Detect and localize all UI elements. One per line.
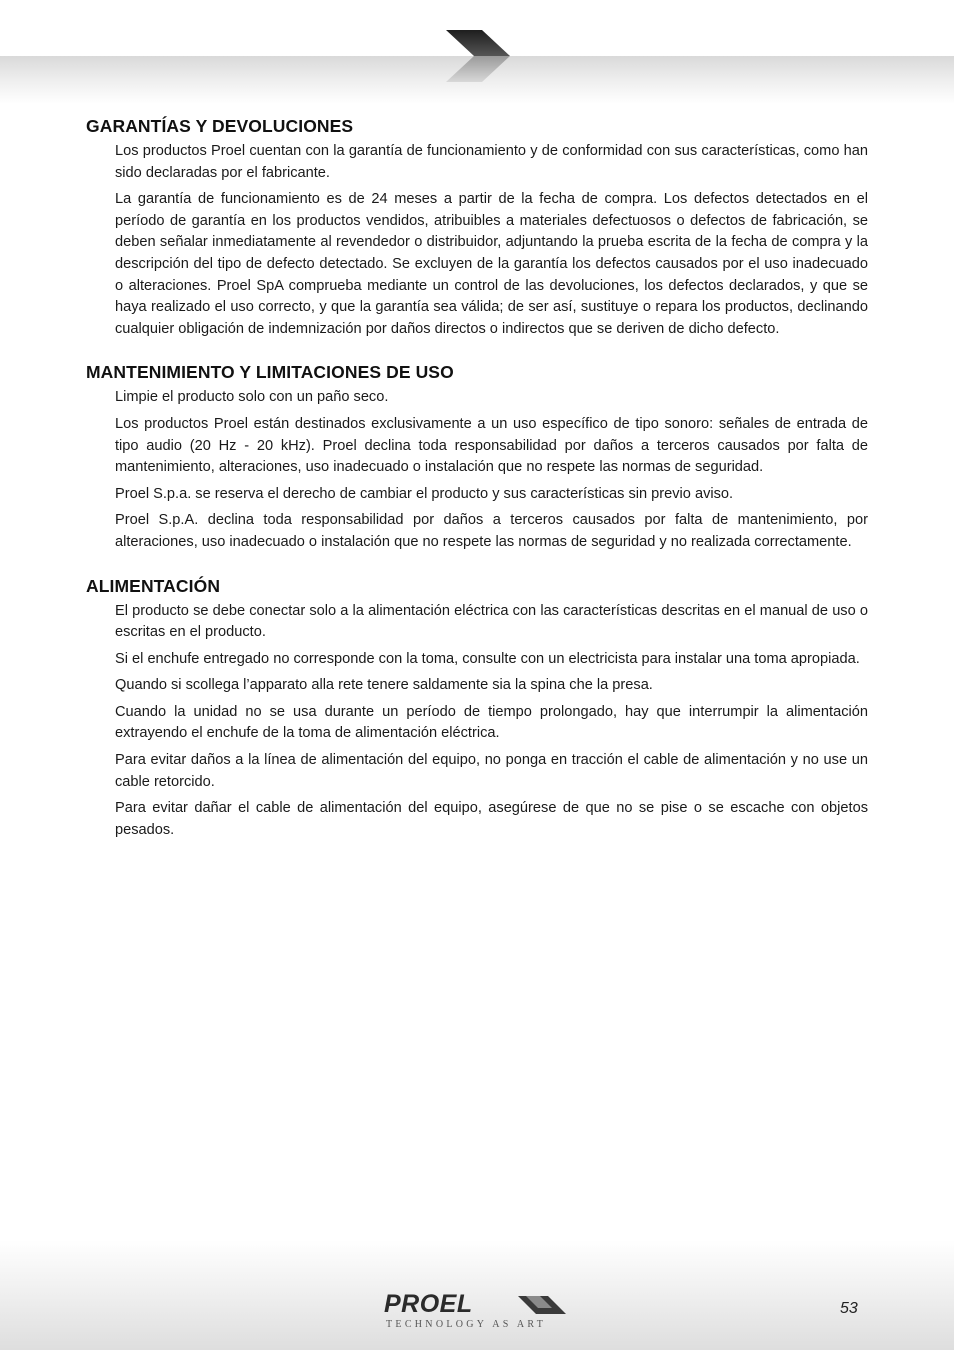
section-heading: MANTENIMIENTO Y LIMITACIONES DE USO	[86, 362, 454, 383]
paragraph: Cuando la unidad no se usa durante un período de tiempo prolongado, hay que interrumpir la alimentación extrayendo el enchufe de la toma de alimentación eléctrica.	[115, 703, 868, 742]
paragraph: Los productos Proel están destinados exclusivamente a un uso específico de tipo sonoro: señales de entrada de tipo audio (20 Hz - 20 kHz). Proel declina toda responsabilidad por daños a terceros causados por falta de mantenimiento, alteraciones, uso inadecuado o instalación que no respete las normas de seguridad.	[115, 415, 868, 476]
paragraph: El producto se debe conectar solo a la alimentación eléctrica con las características descritas en el manual de uso o escritas en el producto.	[115, 602, 868, 641]
paragraph: Si el enchufe entregado no corresponde con la toma, consulte con un electricista para instalar una toma apropiada.	[115, 650, 860, 667]
proel-arrow-icon	[518, 1296, 566, 1314]
section-heading: ALIMENTACIÓN	[86, 575, 221, 596]
section-mantenimiento	[86, 362, 868, 553]
paragraph: Proel S.p.a. se reserva el derecho de cambiar el producto y sus características sin previo aviso.	[115, 485, 734, 502]
section-heading: GARANTÍAS Y DEVOLUCIONES	[86, 116, 354, 136]
paragraph: Para evitar dañar el cable de alimentación del equipo, asegúrese de que no se pise o se escache con objetos pesados.	[115, 800, 868, 838]
section-alimentacion	[86, 576, 868, 842]
paragraph: La garantía de funcionamiento es de 24 meses a partir de la fecha de compra. Los defectos detectados en el período de garantía en los productos vendidos, atribuibles a materiales defectuosos o defectos de fabricación, se deben señalar inmediatamente al revendedor o distribuidor, adjuntando la prueba escrita de la fecha de compra y la descripción del tipo de defecto detectado. Se excluyen de la garantía los defectos causados por el uso inadecuado o alteraciones. Proel SpA comprueba mediante un control de las devoluciones, los defectos declarados, y que se haya realizado el uso correcto, y que la garantía sea válida; de ser así, sustituye o repara los productos, declinando cualquier obligación de indemnización por daños directos o indirectos que se deriven de dicho defecto.	[115, 191, 868, 337]
paragraph: Quando si scollega l’apparato alla rete tenere saldamente sia la spina che la presa.	[115, 677, 653, 694]
paragraph: Los productos Proel cuentan con la garantía de funcionamiento y de conformidad con sus características, como han sido declaradas por el fabricante.	[115, 143, 868, 181]
section-garantias	[86, 116, 868, 340]
paragraph: Limpie el producto solo con un paño seco.	[115, 389, 389, 406]
logo-tagline: TECHNOLOGY AS ART	[386, 1319, 547, 1330]
page-number: 53	[840, 1300, 858, 1317]
paragraph: Para evitar daños a la línea de alimentación del equipo, no ponga en tracción el cable de alimentación y no use un cable retorcido.	[115, 752, 868, 790]
logo-wordmark: PROEL	[384, 1290, 473, 1318]
proel-logo	[384, 1292, 568, 1332]
page-content	[86, 116, 868, 863]
chevron-right-icon	[444, 28, 512, 84]
paragraph: Proel S.p.A. declina toda responsabilidad por daños a terceros causados por falta de mantenimiento, por alteraciones, uso inadecuado o instalación que no respete las normas de seguridad y no realizada correctamente.	[115, 512, 868, 550]
